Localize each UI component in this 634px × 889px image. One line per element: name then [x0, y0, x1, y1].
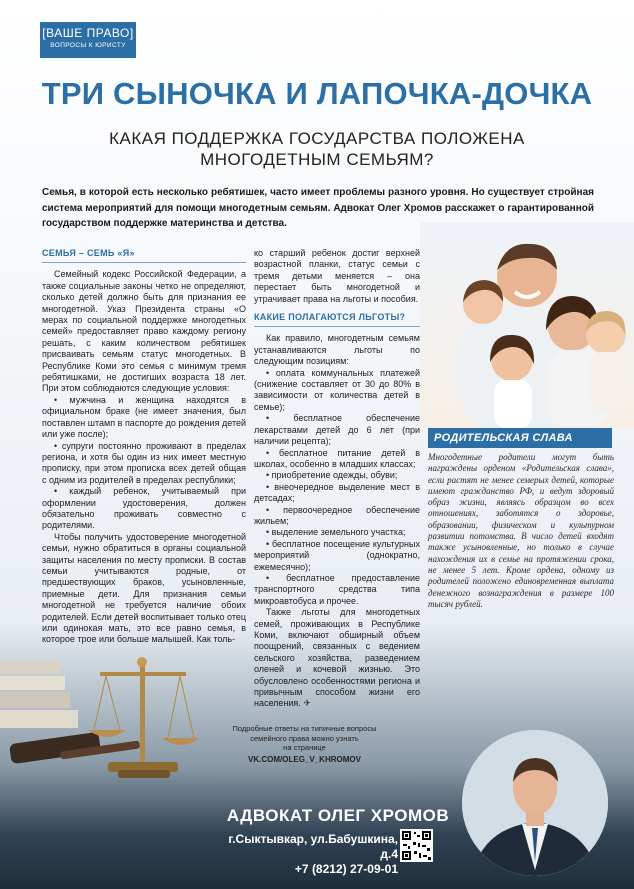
- lead-paragraph: Семья, в которой есть несколько ребятишек, часто имеет проблемы разного уровня. Но существует стройная система мероприятий для помощи многодетным семьям. Адвокат Олег Хромов расскажет о гарантированной государством поддержке материнства и детства.: [42, 187, 594, 229]
- list-item: • бесплатное предоставление транспортного средства типа микроавтобуса и прочее.: [254, 572, 420, 606]
- end-mark-icon: ✈: [303, 698, 311, 709]
- family-photo: [420, 222, 634, 428]
- contact-block: [228, 832, 398, 877]
- paragraph: Как правило, многодетным семьям устанавливаются льготы по следующим позициям:: [254, 333, 420, 367]
- lawyer-name: АДВОКАТ ОЛЕГ ХРОМОВ: [226, 806, 450, 825]
- rubric-subtitle: ВОПРОСЫ К ЮРИСТУ: [50, 42, 126, 49]
- vk-link[interactable]: VK.COM/OLEG_V_KHROMOV: [248, 754, 361, 764]
- lawyer-portrait: [462, 730, 608, 876]
- info-line: семейного права можно узнать: [250, 733, 359, 743]
- subtitle-line: МНОГОДЕТНЫМ СЕМЬЯМ?: [200, 150, 434, 169]
- paragraph: [254, 607, 420, 710]
- info-line: Подробные ответы на типичные вопросы: [232, 724, 377, 733]
- sidebar-heading: РОДИТЕЛЬСКАЯ СЛАВА: [428, 428, 612, 448]
- disclaimer: Данная информация не является юридической консультацией: [214, 780, 416, 787]
- paragraph-text: Также льготы для многодетных семей, проживающих в Республике Коми, включают обширный объем поощрений, связанных с ведением сельского хозяйства, разведением оленей и кочевой жизнью. Это обусловлено особенностями региона и привычным способом жизни его населения.: [254, 607, 420, 709]
- list-item: • первоочередное обеспечение жильем;: [254, 504, 420, 526]
- list-item: • мужчина и женщина находятся в официальном браке (не имеет значения, был поставлен штамп в паспорте до рождения детей или уже после);: [42, 394, 246, 440]
- paragraph: Чтобы получить удостоверение многодетной семьи, нужно обратиться в органы социальной защиты населения по месту прописки. В состав семьи учитываются родные, от предшествующих браков, усыновленные, приемные дети. Для признания семьи многодетной не требуется наличие обоих родителей. Если детей воспитывает только отец или одинокая мать, это все равно семья, в которое трое или больше малышей. Как толь-: [42, 531, 246, 645]
- section-heading: КАКИЕ ПОЛАГАЮТСЯ ЛЬГОТЫ?: [254, 312, 420, 327]
- rubric-title: [ВАШЕ ПРАВО]: [42, 26, 134, 40]
- list-item: • приобретение одежды, обуви;: [266, 470, 398, 481]
- qr-code-icon: [400, 829, 433, 862]
- phone: +7 (8212) 27-09-01: [294, 862, 398, 876]
- info-block: [212, 724, 397, 764]
- list-item: • каждый ребенок, учитываемый при оформлении удостоверения, должен обязательно проживать совместно с родителями.: [42, 486, 246, 531]
- article-subtitle: [80, 128, 554, 170]
- list-item: • выделение земельного участка;: [266, 527, 406, 538]
- list-item: • бесплатное посещение культурных мероприятий (однократно, ежемесячно);: [254, 538, 420, 572]
- list-item: • бесплатное питание детей в школах, особенно в младших классах;: [254, 447, 420, 469]
- column-middle: [254, 248, 420, 710]
- info-line: на странице: [283, 743, 326, 752]
- paragraph: Семейный кодекс Российской Федерации, а также социальные законы четко не определяют, сколько детей должно быть для признания ее многодетной. Указ Президента страны «О мерах по социальной поддержке многодетных семей» предоставляет право каждому региону решать, с каким количеством ребятишек присваивать семьям статус многодетных. В Республике Коми это семья с минимум тремя ребятишками, не достигших возраста 18 лет. При этом соблюдаются следующие условия:: [42, 269, 246, 394]
- paragraph: ко старший ребенок достиг верхней возрастной планки, статус семьи с тремя детьми меняется – она перестает быть многодетной и утрачивает права на льготы и пособия.: [254, 248, 420, 304]
- list-item: • бесплатное обеспечение лекарствами детей до 6 лет (при наличии рецепта);: [254, 413, 420, 447]
- section-heading: СЕМЬЯ – СЕМЬ «Я»: [42, 248, 246, 263]
- column-left: [42, 248, 246, 646]
- article-title: ТРИ СЫНОЧКА И ЛАПОЧКА-ДОЧКА: [41, 76, 593, 111]
- sidebar-text: Многодетные родители могут быть награждены орденом «Родительская слава», если растят не менее семерых детей, которые имеют гражданство РФ, и ведут здоровый образ жизни, являясь образцом во всех отношениях, заботятся о здоровье, образовании, физическом и культурном развитии потомства. В число детей входят также усыновленные, но только в случае нахождения их в семье на протяжении срока, не менее 5 лет. Кроме ордена, одному из родителей положено единовременная выплата денежного вознаграждения в размере 100 тысяч рублей.: [428, 452, 614, 609]
- list-item: • внеочередное выделение мест в детсадах;: [254, 481, 420, 504]
- address: г.Сыктывкар, ул.Бабушкина, д.4: [228, 832, 398, 861]
- rubric-badge: [40, 22, 136, 58]
- scales-of-justice-icon: [0, 620, 215, 790]
- list-item: • супруги постоянно проживают в пределах региона, и хотя бы один из них имеет местную прописку, при этом прописка всех детей общая с одним из родителей в пределах республики;: [42, 440, 246, 485]
- list-item: • оплата коммунальных платежей (снижение составляет от 30 до 80% в зависимости от количества детей в семье);: [254, 367, 420, 412]
- subtitle-line: КАКАЯ ПОДДЕРЖКА ГОСУДАРСТВА ПОЛОЖЕНА: [109, 129, 525, 148]
